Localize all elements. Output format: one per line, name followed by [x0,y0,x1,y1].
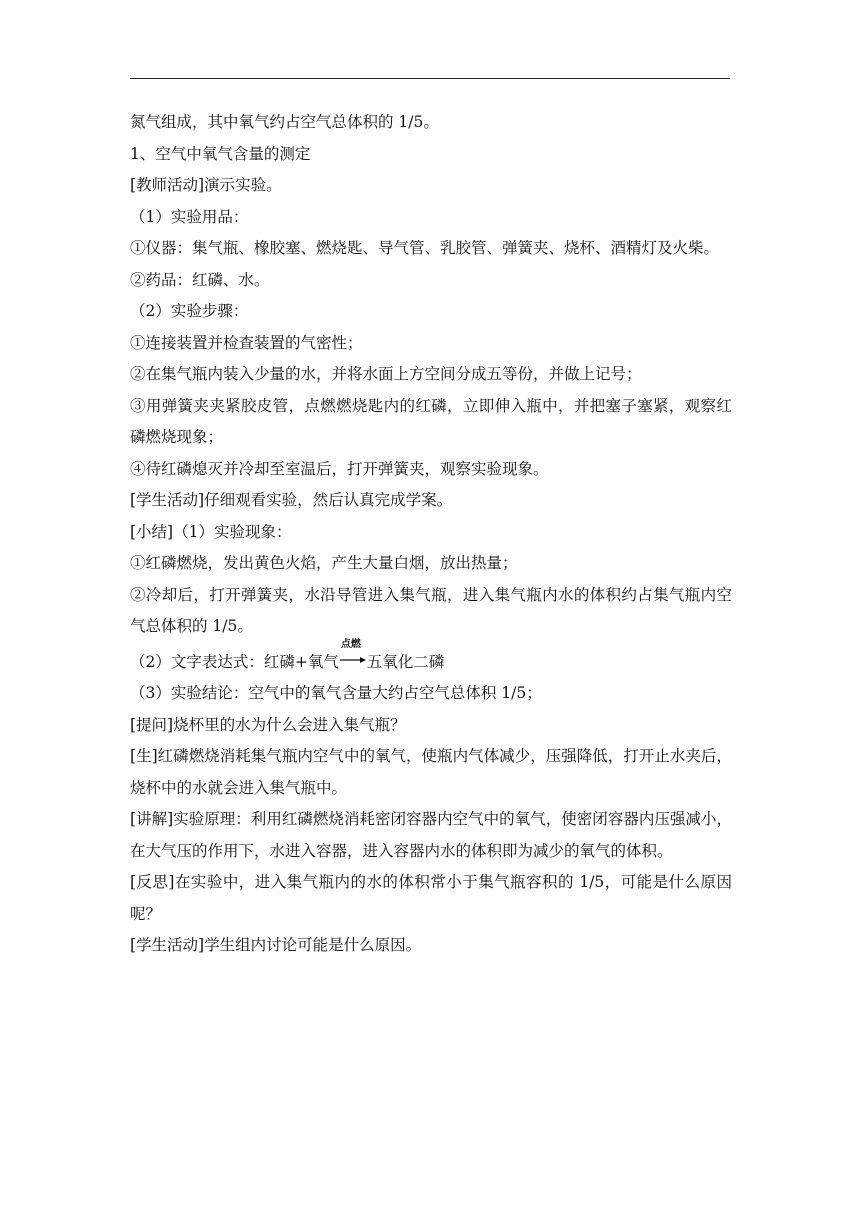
header-rule [130,78,730,79]
paragraph-line: [讲解]实验原理：利用红磷燃烧消耗密闭容器内空气中的氧气，使密闭容器内压强减小，在大气压的作用下，水进入容器，进入容器内水的体积即为减少的氧气的体积。 [130,810,732,860]
paragraph-line: （1）实验用品： [130,207,249,226]
paragraph-line: （2）实验步骤： [130,302,249,320]
paragraph-line: [学生活动]学生组内讨论可能是什么原因。 [130,936,422,954]
paragraph-line: ①连接装置并检查装置的气密性； [130,333,363,352]
paragraph-line: ②冷却后，打开弹簧夹，水沿导管进入集气瓶，进入集气瓶内水的体积约占集气瓶内空气总体积的 1/5。 [130,585,732,635]
reaction-condition: 点燃 [340,638,361,650]
paragraph-line: ①红磷燃烧，发出黄色火焰，产生大量白烟，放出热量； [130,554,518,572]
paragraph-line: [教师活动]演示实验。 [130,176,282,194]
paragraph-line: ②药品：红磷、水。 [130,270,270,289]
paragraph-line: ②在集气瓶内装入少量的水，并将水面上方空间分成五等份，并做上记号； [130,365,642,383]
paragraph-line: [学生活动]仔细观看实验，然后认真完成学案。 [130,491,453,509]
equation-product: 五氧化二磷 [366,652,445,671]
paragraph-line: [小结]（1）实验现象： [130,522,292,541]
paragraph-line: （3）实验结论：空气中的氧气含量大约占空气总体积 1/5； [130,684,542,702]
document-body [130,107,732,962]
paragraph-line: 氮气组成，其中氧气约占空气总体积的 1/5。 [130,113,439,131]
section-heading: 1、空气中氧气含量的测定 [130,144,311,163]
equation-reactants: （2）文字表达式：红磷+氧气 [130,652,339,671]
paragraph-line: ④待红磷熄灭并冷却至室温后，打开弹簧夹，观察实验现象。 [130,459,549,478]
paragraph-line: [生]红磷燃烧消耗集气瓶内空气中的氧气，使瓶内气体减少，压强降低，打开止水夹后，烧杯中的水就会进入集气瓶中。 [130,747,732,797]
word-equation [130,638,732,679]
paragraph-line: [提问]烧杯里的水为什么会进入集气瓶？ [130,715,406,734]
paragraph-line: [反思]在实验中，进入集气瓶内的水的体积常小于集气瓶容积的 1/5，可能是什么原因呢？ [130,873,732,923]
right-arrow-icon [340,656,366,664]
paragraph-line: ①仪器：集气瓶、橡胶塞、燃烧匙、导气管、乳胶管、弹簧夹、烧杯、酒精灯及火柴。 [130,239,720,257]
reaction-arrow [340,638,366,668]
paragraph-line: ③用弹簧夹夹紧胶皮管，点燃燃烧匙内的红磷，立即伸入瓶中，并把塞子塞紧，观察红磷燃烧现象； [130,396,732,446]
